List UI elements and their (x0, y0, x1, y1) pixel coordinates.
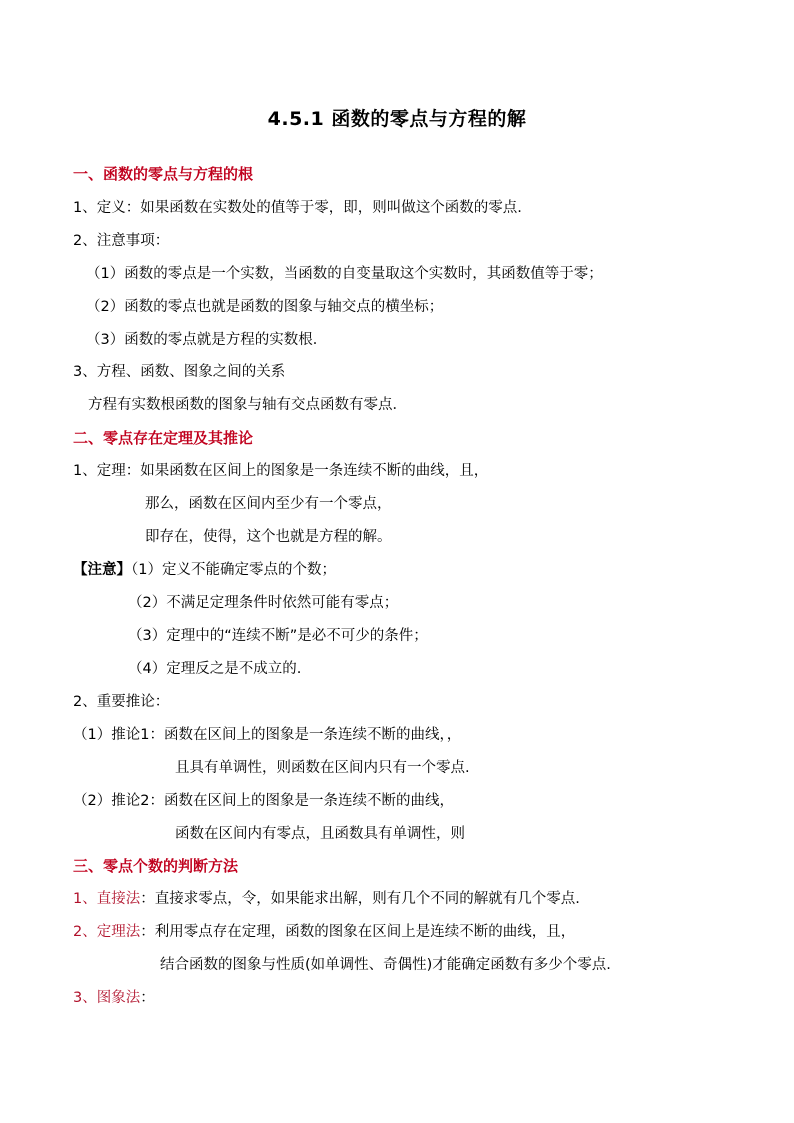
corollary-title: 2、重要推论： (73, 694, 170, 710)
corollary-1-line-1: （1）推论1：函数在区间上的图象是一条连续不断的曲线，， (73, 727, 462, 743)
theorem-line-1: 1、定理：如果函数在区间上的图象是一条连续不断的曲线，且， (73, 463, 489, 479)
method-3-label: 图象法 (96, 990, 141, 1006)
corollary-2-line-1: （2）推论2：函数在区间上的图象是一条连续不断的曲线， (73, 793, 454, 809)
note-item-3: （3）函数的零点就是方程的实数根． (86, 332, 328, 348)
definition-number: 1、 (73, 200, 97, 216)
notice-item-2: （2）不满足定理条件时依然可能有零点； (128, 595, 399, 611)
notes-title: 2、注意事项： (73, 233, 170, 249)
definition-line (73, 198, 522, 218)
notice-item-1: （1）定义不能确定零点的个数； (131, 562, 336, 578)
relation-title: 3、方程、函数、图象之间的关系 (73, 364, 286, 380)
section-heading-3: 三、零点个数的判断方法 (73, 857, 239, 875)
page-title: 4.5.1 函数的零点与方程的解 (267, 108, 527, 130)
corollary-2-line-2: 函数在区间内有零点，且函数具有单调性，则 (175, 826, 465, 842)
method-3-line (73, 988, 155, 1008)
note-item-2: （2）函数的零点也就是函数的图象与轴交点的横坐标； (86, 299, 444, 315)
method-2-text: ：利用零点存在定理，函数的图象在区间上是连续不断的曲线，且， (140, 924, 576, 940)
relation-text: 方程有实数根函数的图象与轴有交点函数有零点． (88, 397, 407, 413)
method-2-line-2: 结合函数的图象与性质(如单调性、奇偶性)才能确定函数有多少个零点. (160, 957, 611, 973)
corollary-1-line-2: 且具有单调性，则函数在区间内只有一个零点. (175, 760, 470, 776)
notice-item-4: （4）定理反之是不成立的. (128, 661, 302, 677)
method-1-text: ：直接求零点，令，如果能求出解，则有几个不同的解就有几个零点. (140, 891, 580, 907)
method-1-number: 1、 (73, 891, 97, 907)
section-heading-2: 二、零点存在定理及其推论 (73, 429, 254, 447)
notice-item-3: （3）定理中的“连续不断”是必不可少的条件； (128, 628, 428, 644)
theorem-line-3: 即存在，使得，这个也就是方程的解。 (145, 529, 392, 545)
theorem-line-2: 那么，函数在区间内至少有一个零点， (145, 496, 392, 512)
method-2-label: 定理法 (96, 924, 141, 940)
note-item-1: （1）函数的零点是一个实数，当函数的自变量取这个实数时，其函数值等于零； (86, 266, 603, 282)
method-3-number: 3、 (73, 990, 97, 1006)
method-3-text: ： (140, 990, 155, 1006)
section-heading-1: 一、函数的零点与方程的根 (73, 165, 254, 183)
definition-text: 定义：如果函数在实数处的值等于零，即，则叫做这个函数的零点. (96, 200, 522, 216)
method-1-label: 直接法 (96, 891, 141, 907)
method-2-number: 2、 (73, 924, 97, 940)
notice-line-1 (73, 560, 336, 580)
method-2-line (73, 922, 575, 942)
notice-label: 【注意】 (73, 562, 131, 578)
method-1-line (73, 889, 580, 909)
